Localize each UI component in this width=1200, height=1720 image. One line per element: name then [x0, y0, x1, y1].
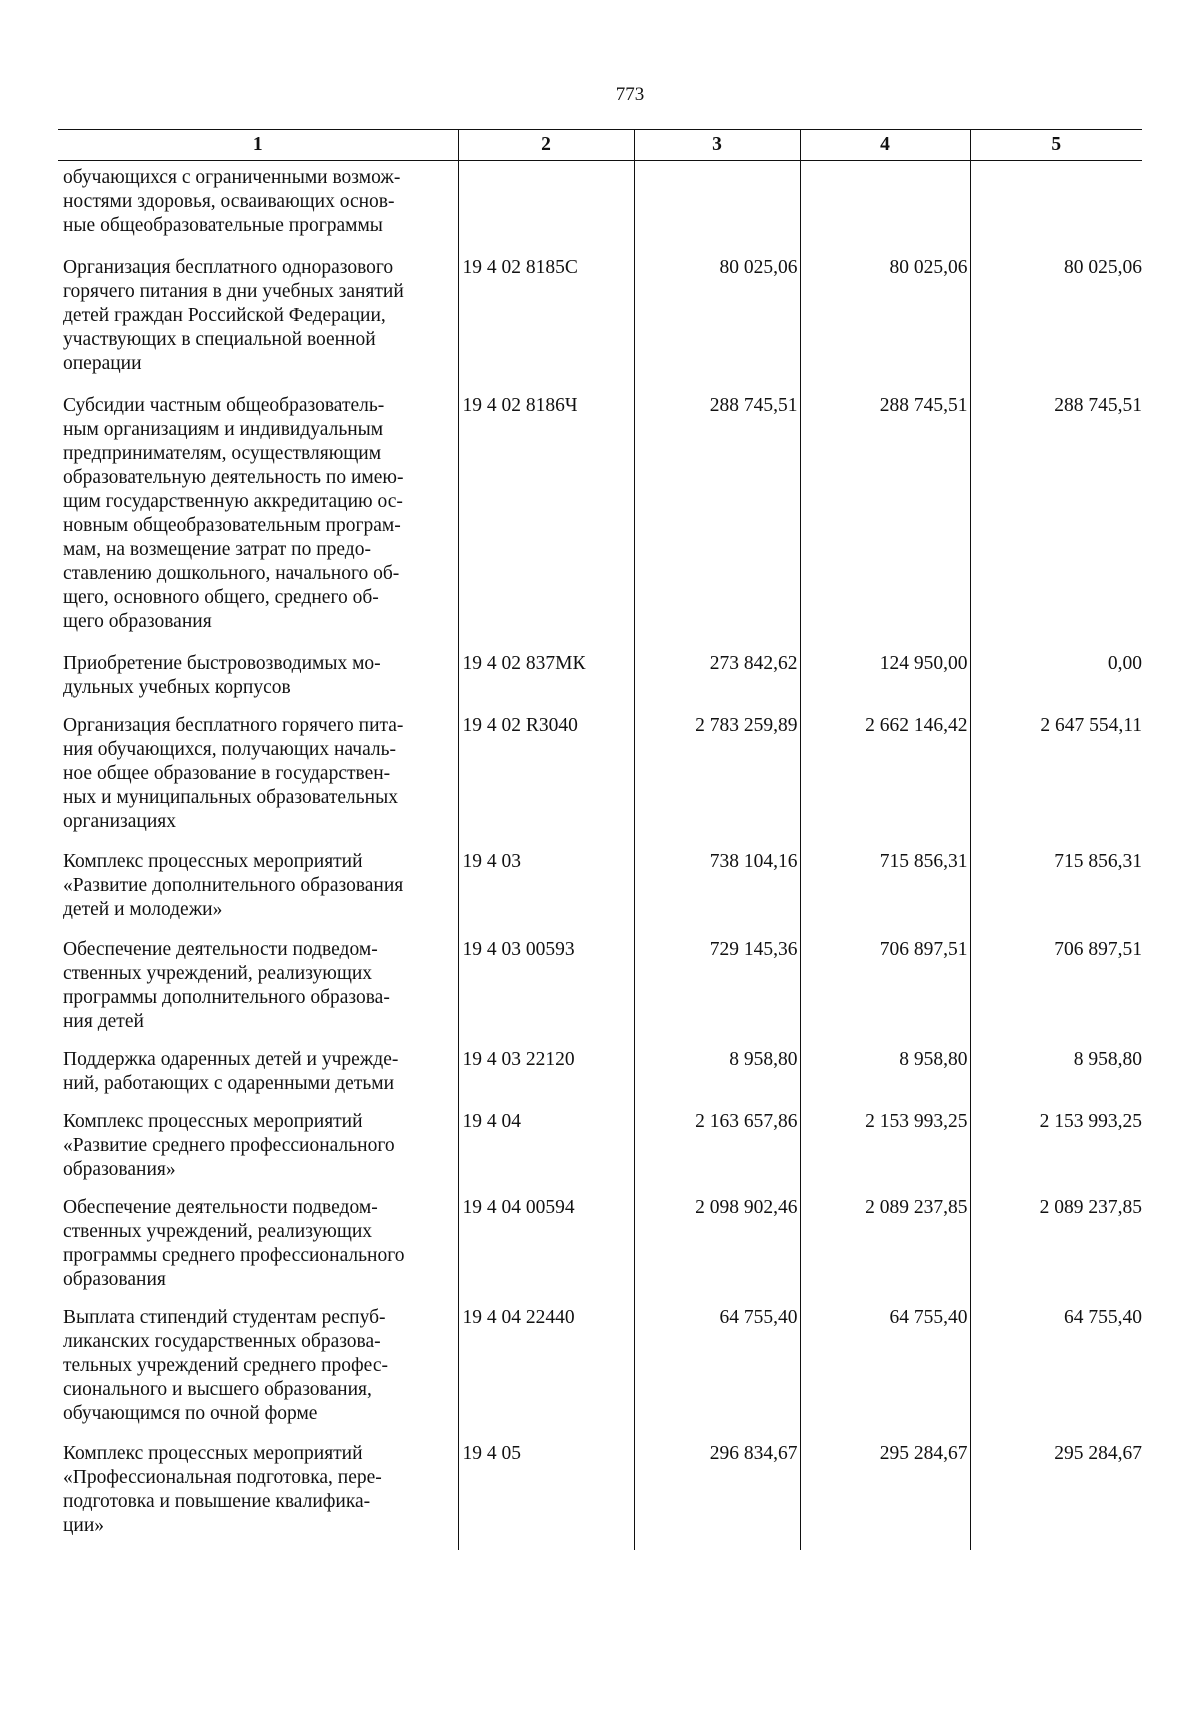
row-name-line: «Развитие дополнительного образования: [63, 875, 404, 896]
row-value-3: 288 745,51: [634, 394, 800, 652]
row-value-3: 8 958,80: [634, 1048, 800, 1110]
row-code: 19 4 04: [458, 1110, 634, 1196]
row-code: 19 4 02 837МК: [458, 652, 634, 714]
row-name: [58, 1196, 458, 1306]
row-name-line: щего, основного общего, среднего об-: [63, 587, 379, 608]
row-name-line: Субсидии частным общеобразователь-: [63, 395, 385, 416]
spacer-cell: [970, 1542, 1142, 1550]
row-code: 19 4 02 8186Ч: [458, 394, 634, 652]
row-code: 19 4 03 22120: [458, 1048, 634, 1110]
table-row: [58, 1442, 1142, 1542]
row-name-line: ных и муниципальных образовательных: [63, 787, 398, 808]
row-value-4: 288 745,51: [800, 394, 970, 652]
row-name-line: ным организациям и индивидуальным: [63, 419, 384, 440]
row-name-line: ния детей: [63, 1011, 144, 1032]
table-row: [58, 256, 1142, 394]
row-name-line: ставлению дошкольного, начального об-: [63, 563, 400, 584]
table-row: [58, 1196, 1142, 1306]
row-name-line: образования: [63, 1269, 166, 1290]
row-value-4: 2 153 993,25: [800, 1110, 970, 1196]
table-row: [58, 1048, 1142, 1110]
row-name-line: ликанских государственных образова-: [63, 1331, 381, 1352]
table-row: [58, 1306, 1142, 1442]
spacer-cell: [800, 1542, 970, 1550]
column-header-3: 3: [634, 130, 800, 161]
row-name-line: предпринимателям, осуществляющим: [63, 443, 382, 464]
table-row: [58, 161, 1142, 257]
row-value-3: 64 755,40: [634, 1306, 800, 1442]
row-name-line: ственных учреждений, реализующих: [63, 1221, 373, 1242]
row-name-line: участвующих в специальной военной: [63, 329, 376, 350]
row-name-line: Комплекс процессных мероприятий: [63, 1443, 363, 1464]
row-name-line: детей и молодежи»: [63, 899, 223, 920]
row-name-line: Комплекс процессных мероприятий: [63, 851, 363, 872]
table-row: [58, 938, 1142, 1048]
spacer-cell: [58, 1542, 458, 1550]
row-name: [58, 938, 458, 1048]
table-row: [58, 1110, 1142, 1196]
column-header-4: 4: [800, 130, 970, 161]
row-value-4: 715 856,31: [800, 850, 970, 938]
row-name-line: организациях: [63, 811, 176, 832]
row-code: 19 4 04 00594: [458, 1196, 634, 1306]
row-name-line: Организация бесплатного одноразового: [63, 257, 394, 278]
row-name: [58, 161, 458, 257]
row-value-5: 295 284,67: [970, 1442, 1142, 1542]
row-value-5: 2 153 993,25: [970, 1110, 1142, 1196]
row-value-3: 273 842,62: [634, 652, 800, 714]
row-name-line: ное общее образование в государствен-: [63, 763, 391, 784]
row-name-line: ции»: [63, 1515, 105, 1536]
row-value-4: 295 284,67: [800, 1442, 970, 1542]
row-value-4: 706 897,51: [800, 938, 970, 1048]
row-value-4: 64 755,40: [800, 1306, 970, 1442]
column-header-1: 1: [58, 130, 458, 161]
row-name-line: операции: [63, 353, 142, 374]
row-code: 19 4 02 R3040: [458, 714, 634, 850]
row-value-3: 2 163 657,86: [634, 1110, 800, 1196]
row-name-line: щим государственную аккредитацию ос-: [63, 491, 403, 512]
row-name-line: щего образования: [63, 611, 212, 632]
row-value-5: 715 856,31: [970, 850, 1142, 938]
row-name-line: ные общеобразовательные программы: [63, 215, 383, 236]
row-name-line: Выплата стипендий студентам респуб-: [63, 1307, 386, 1328]
column-header-2: 2: [458, 130, 634, 161]
row-value-5: 8 958,80: [970, 1048, 1142, 1110]
row-name-line: Поддержка одаренных детей и учрежде-: [63, 1049, 399, 1070]
row-name: [58, 1048, 458, 1110]
row-name-line: подготовка и повышение квалифика-: [63, 1491, 371, 1512]
row-code: 19 4 02 8185С: [458, 256, 634, 394]
row-name-line: образовательную деятельность по имею-: [63, 467, 404, 488]
row-value-3: 80 025,06: [634, 256, 800, 394]
budget-table: [58, 129, 1142, 1550]
row-name: [58, 1442, 458, 1542]
row-value-5: 706 897,51: [970, 938, 1142, 1048]
row-value-5: 80 025,06: [970, 256, 1142, 394]
table-row: [58, 714, 1142, 850]
row-code: 19 4 03 00593: [458, 938, 634, 1048]
page-number: 773: [615, 84, 645, 105]
row-value-5: 288 745,51: [970, 394, 1142, 652]
row-value-5: 2 647 554,11: [970, 714, 1142, 850]
row-name-line: «Развитие среднего профессионального: [63, 1135, 395, 1156]
row-value-3: 296 834,67: [634, 1442, 800, 1542]
row-name: [58, 256, 458, 394]
row-name-line: программы среднего профессионального: [63, 1245, 405, 1266]
row-value-5: [970, 161, 1142, 257]
row-value-4: 80 025,06: [800, 256, 970, 394]
row-name-line: мам, на возмещение затрат по предо-: [63, 539, 371, 560]
row-value-4: [800, 161, 970, 257]
row-name: [58, 1110, 458, 1196]
table-row: [58, 850, 1142, 938]
row-name-line: «Профессиональная подготовка, пере-: [63, 1467, 382, 1488]
spacer-cell: [634, 1542, 800, 1550]
row-value-5: 0,00: [970, 652, 1142, 714]
row-code: [458, 161, 634, 257]
row-name-line: образования»: [63, 1159, 176, 1180]
row-value-4: 8 958,80: [800, 1048, 970, 1110]
row-value-4: 2 089 237,85: [800, 1196, 970, 1306]
row-value-3: 2 783 259,89: [634, 714, 800, 850]
row-name-line: Приобретение быстровозводимых мо-: [63, 653, 381, 674]
row-name: [58, 850, 458, 938]
table-row: [58, 394, 1142, 652]
row-name-line: ний, работающих с одаренными детьми: [63, 1073, 395, 1094]
row-value-5: 64 755,40: [970, 1306, 1142, 1442]
row-value-3: 729 145,36: [634, 938, 800, 1048]
row-name-line: обучающимся по очной форме: [63, 1403, 318, 1424]
row-value-4: 124 950,00: [800, 652, 970, 714]
row-name-line: детей граждан Российской Федерации,: [63, 305, 386, 326]
row-name-line: ностями здоровья, осваивающих основ-: [63, 191, 395, 212]
row-name: [58, 714, 458, 850]
row-name: [58, 1306, 458, 1442]
row-code: 19 4 04 22440: [458, 1306, 634, 1442]
table-body: [58, 161, 1142, 1551]
row-value-3: 738 104,16: [634, 850, 800, 938]
row-name-line: Обеспечение деятельности подведом-: [63, 939, 378, 960]
table-bottom-spacer: [58, 1542, 1142, 1550]
row-name-line: программы дополнительного образова-: [63, 987, 390, 1008]
row-name: [58, 652, 458, 714]
table-row: [58, 652, 1142, 714]
row-name-line: Комплекс процессных мероприятий: [63, 1111, 363, 1132]
row-name-line: новным общеобразовательным програм-: [63, 515, 401, 536]
row-value-5: 2 089 237,85: [970, 1196, 1142, 1306]
row-code: 19 4 03: [458, 850, 634, 938]
row-name-line: горячего питания в дни учебных занятий: [63, 281, 404, 302]
header-row: [58, 130, 1142, 161]
row-name-line: обучающихся с ограниченными возмож-: [63, 167, 401, 188]
row-name-line: дульных учебных корпусов: [63, 677, 291, 698]
row-code: 19 4 05: [458, 1442, 634, 1542]
row-name-line: ственных учреждений, реализующих: [63, 963, 373, 984]
spacer-cell: [458, 1542, 634, 1550]
row-name-line: ния обучающихся, получающих началь-: [63, 739, 397, 760]
row-value-4: 2 662 146,42: [800, 714, 970, 850]
row-value-3: [634, 161, 800, 257]
row-value-3: 2 098 902,46: [634, 1196, 800, 1306]
column-header-5: 5: [970, 130, 1142, 161]
row-name-line: Организация бесплатного горячего пита-: [63, 715, 404, 736]
row-name-line: сионального и высшего образования,: [63, 1379, 372, 1400]
row-name-line: тельных учреждений среднего профес-: [63, 1355, 388, 1376]
row-name-line: Обеспечение деятельности подведом-: [63, 1197, 378, 1218]
row-name: [58, 394, 458, 652]
